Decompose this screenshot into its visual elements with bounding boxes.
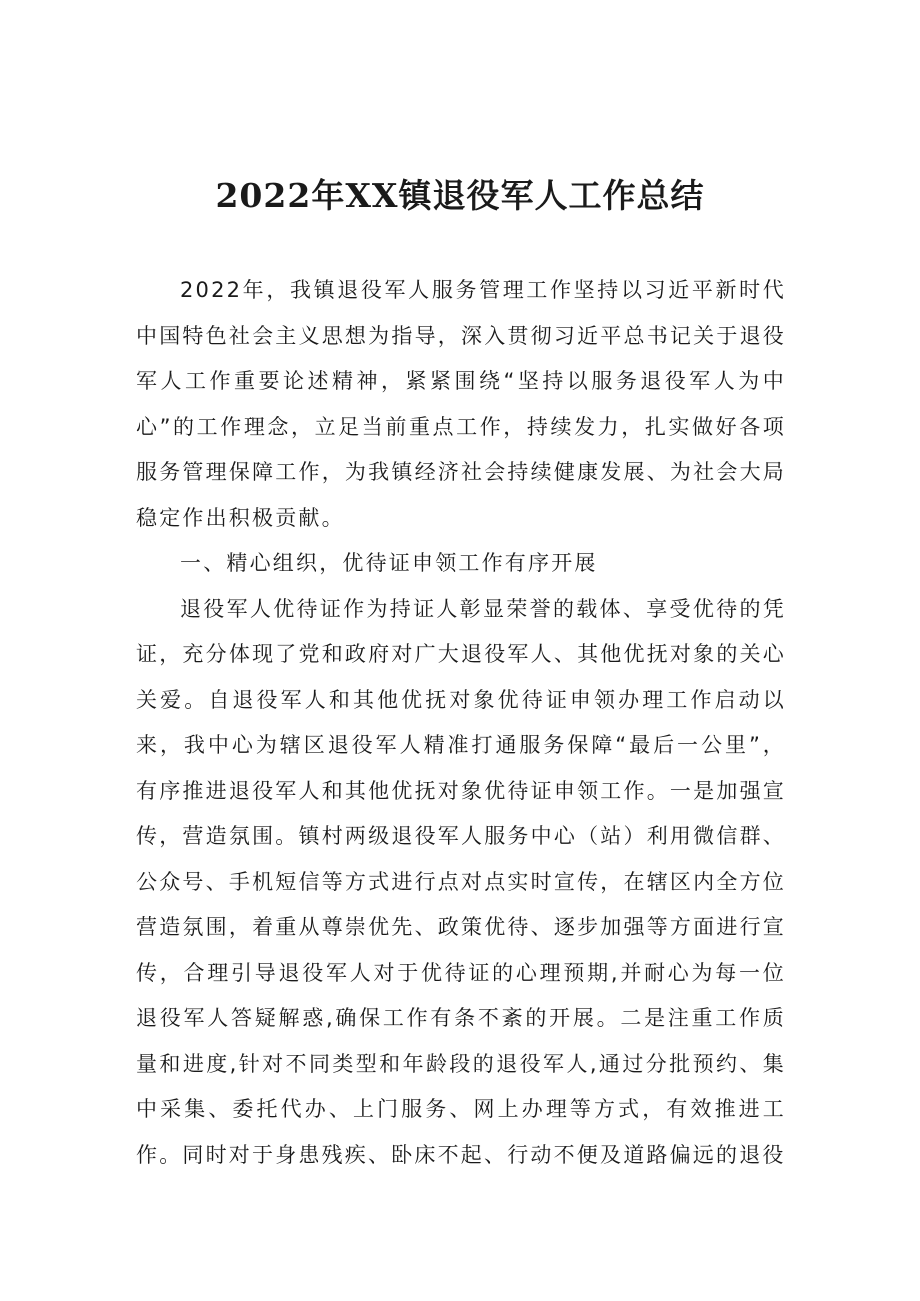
section-heading-1: 一、精心组织，优待证申领工作有序开展 <box>180 551 598 575</box>
section-1-paragraph: 退役军人优待证作为持证人彰显荣誉的载体、享受优待的凭证，充分体现了党和政府对广大退役军人、其他优抚对象的关心关爱。自退役军人和其他优抚对象优待证申领办理工作启动以来，我中心为辖区退役军人精准打通服务保障“最后一公里”，有序推进退役军人和其他优抚对象优待证申领工作。一是加强宣传，营造氛围。镇村两级退役军人服务中心（站）利用微信群、公众号、手机短信等方式进行点对点实时宣传，在辖区内全方位营造氛围，着重从尊崇优先、政策优待、逐步加强等方面进行宣传，合理引导退役军人对于优待证的心理预期,并耐心为每一位退役军人答疑解惑,确保工作有条不紊的开展。二是注重工作质量和进度,针对不同类型和年龄段的退役军人,通过分批预约、集中采集、委托代办、上门服务、网上办理等方式，有效推进工作。同时对于身患残疾、卧床不起、行动不便及道路偏远的退役 <box>136 596 786 1167</box>
document-title: 2022年XX镇退役军人工作总结 <box>215 176 705 215</box>
document-body <box>136 268 786 1178</box>
intro-paragraph: 2022年，我镇退役军人服务管理工作坚持以习近平新时代中国特色社会主义思想为指导，深入贯彻习近平总书记关于退役军人工作重要论述精神，紧紧围绕“坚持以服务退役军人为中心”的工作理念，立足当前重点工作，持续发力，扎实做好各项服务管理保障工作，为我镇经济社会持续健康发展、为社会大局稳定作出积极贡献。 <box>136 278 786 530</box>
